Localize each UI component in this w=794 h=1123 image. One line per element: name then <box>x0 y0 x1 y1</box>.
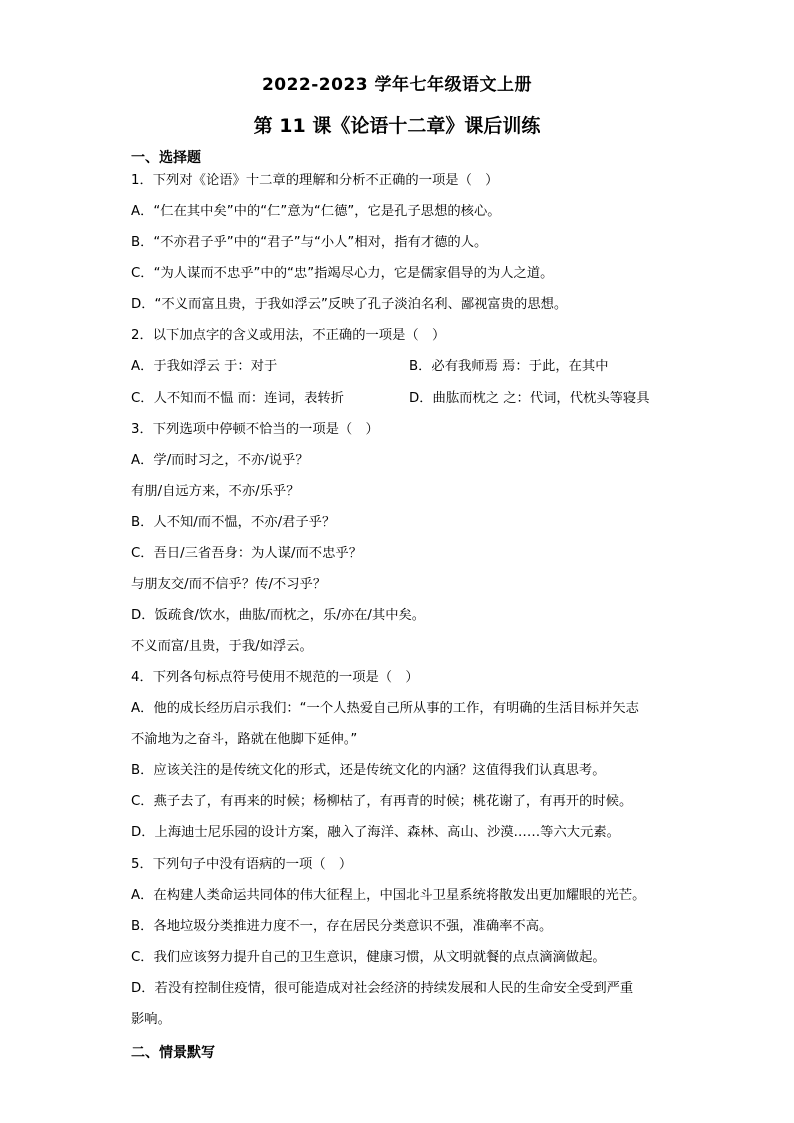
question-5-option-c: C．我们应该努力提升自己的卫生意识，健康习惯，从文明就餐的点点滴滴做起。 <box>131 950 606 965</box>
question-4-option-d: D．上海迪士尼乐园的设计方案，融入了海洋、森林、高山、沙漠……等六大元素。 <box>131 825 620 840</box>
question-2-stem: 2．以下加点字的含义或用法，不正确的一项是（ ） <box>131 328 446 343</box>
question-4-option-c: C．燕子去了，有再来的时候；杨柳枯了，有再青的时候；桃花谢了，有再开的时候。 <box>131 794 633 809</box>
question-1-option-b: B．“不亦君子乎”中的“君子”与“小人”相对，指有才德的人。 <box>131 235 488 250</box>
question-3-option-b: B．人不知/而不愠，不亦/君子乎？ <box>131 515 336 530</box>
question-3-option-d-line2: 不义而富/且贵，于我/如浮云。 <box>131 639 313 654</box>
lesson-title: 第 11 课《论语十二章》课后训练 <box>253 115 541 137</box>
question-5-option-a: A．在构建人类命运共同体的伟大征程上，中国北斗卫星系统将散发出更加耀眼的光芒。 <box>131 888 646 903</box>
question-1-option-d: D．“不义而富且贵，于我如浮云”反映了孔子淡泊名利、鄙视富贵的思想。 <box>131 297 568 312</box>
question-5-option-d-line2: 影响。 <box>131 1012 171 1027</box>
section-heading-recitation: 二、情景默写 <box>131 1045 215 1061</box>
question-3-stem: 3．下列选项中停顿不恰当的一项是（ ） <box>131 422 379 437</box>
question-5-option-b: B．各地垃圾分类推进力度不一，存在居民分类意识不强，准确率不高。 <box>131 919 553 934</box>
section-heading-choice: 一、选择题 <box>131 150 201 166</box>
question-1-option-a: A．“仁在其中矣”中的“仁”意为“仁德”，它是孔子思想的核心。 <box>131 204 501 219</box>
question-4-option-a-line1: A．他的成长经历启示我们：“一个人热爱自己所从事的工作，有明确的生活目标并矢志 <box>131 701 639 716</box>
question-3-option-a-line1: A．学/而时习之，不亦/说乎？ <box>131 453 309 468</box>
document-title: 2022-2023 学年七年级语文上册 <box>261 75 533 95</box>
question-3-option-d-line1: D．饭疏食/饮水，曲肱/而枕之，乐/亦在/其中矣。 <box>131 608 426 623</box>
question-4-option-a-line2: 不渝地为之奋斗，路就在他脚下延伸。” <box>131 732 358 747</box>
question-3-option-c-line2: 与朋友交/而不信乎？传/不习乎？ <box>131 577 327 592</box>
question-2-option-d: D．曲肱而枕之 之：代词，代枕头等寝具 <box>409 391 650 406</box>
question-1-option-c: C．“为人谋而不忠乎”中的“忠”指竭尽心力，它是儒家倡导的为人之道。 <box>131 266 554 281</box>
question-5-option-d-line1: D．若没有控制住疫情，很可能造成对社会经济的持续发展和人民的生命安全受到严重 <box>131 981 634 996</box>
question-4-stem: 4．下列各句标点符号使用不规范的一项是（ ） <box>131 670 419 685</box>
question-2-option-a: A．于我如浮云 于：对于 <box>131 359 278 374</box>
question-2-option-b: B．必有我师焉 焉：于此，在其中 <box>409 359 609 374</box>
question-1-stem: 1．下列对《论语》十二章的理解和分析不正确的一项是（ ） <box>131 173 499 188</box>
question-3-option-c-line1: C．吾日/三省吾身：为人谋/而不忠乎？ <box>131 546 362 561</box>
question-5-stem: 5．下列句子中没有语病的一项（ ） <box>131 857 353 872</box>
question-2-option-c: C．人不知而不愠 而：连词，表转折 <box>131 391 344 406</box>
question-3-option-a-line2: 有朋/自远方来，不亦/乐乎？ <box>131 484 300 499</box>
question-4-option-b: B．应该关注的是传统文化的形式，还是传统文化的内涵？这值得我们认真思考。 <box>131 763 606 778</box>
